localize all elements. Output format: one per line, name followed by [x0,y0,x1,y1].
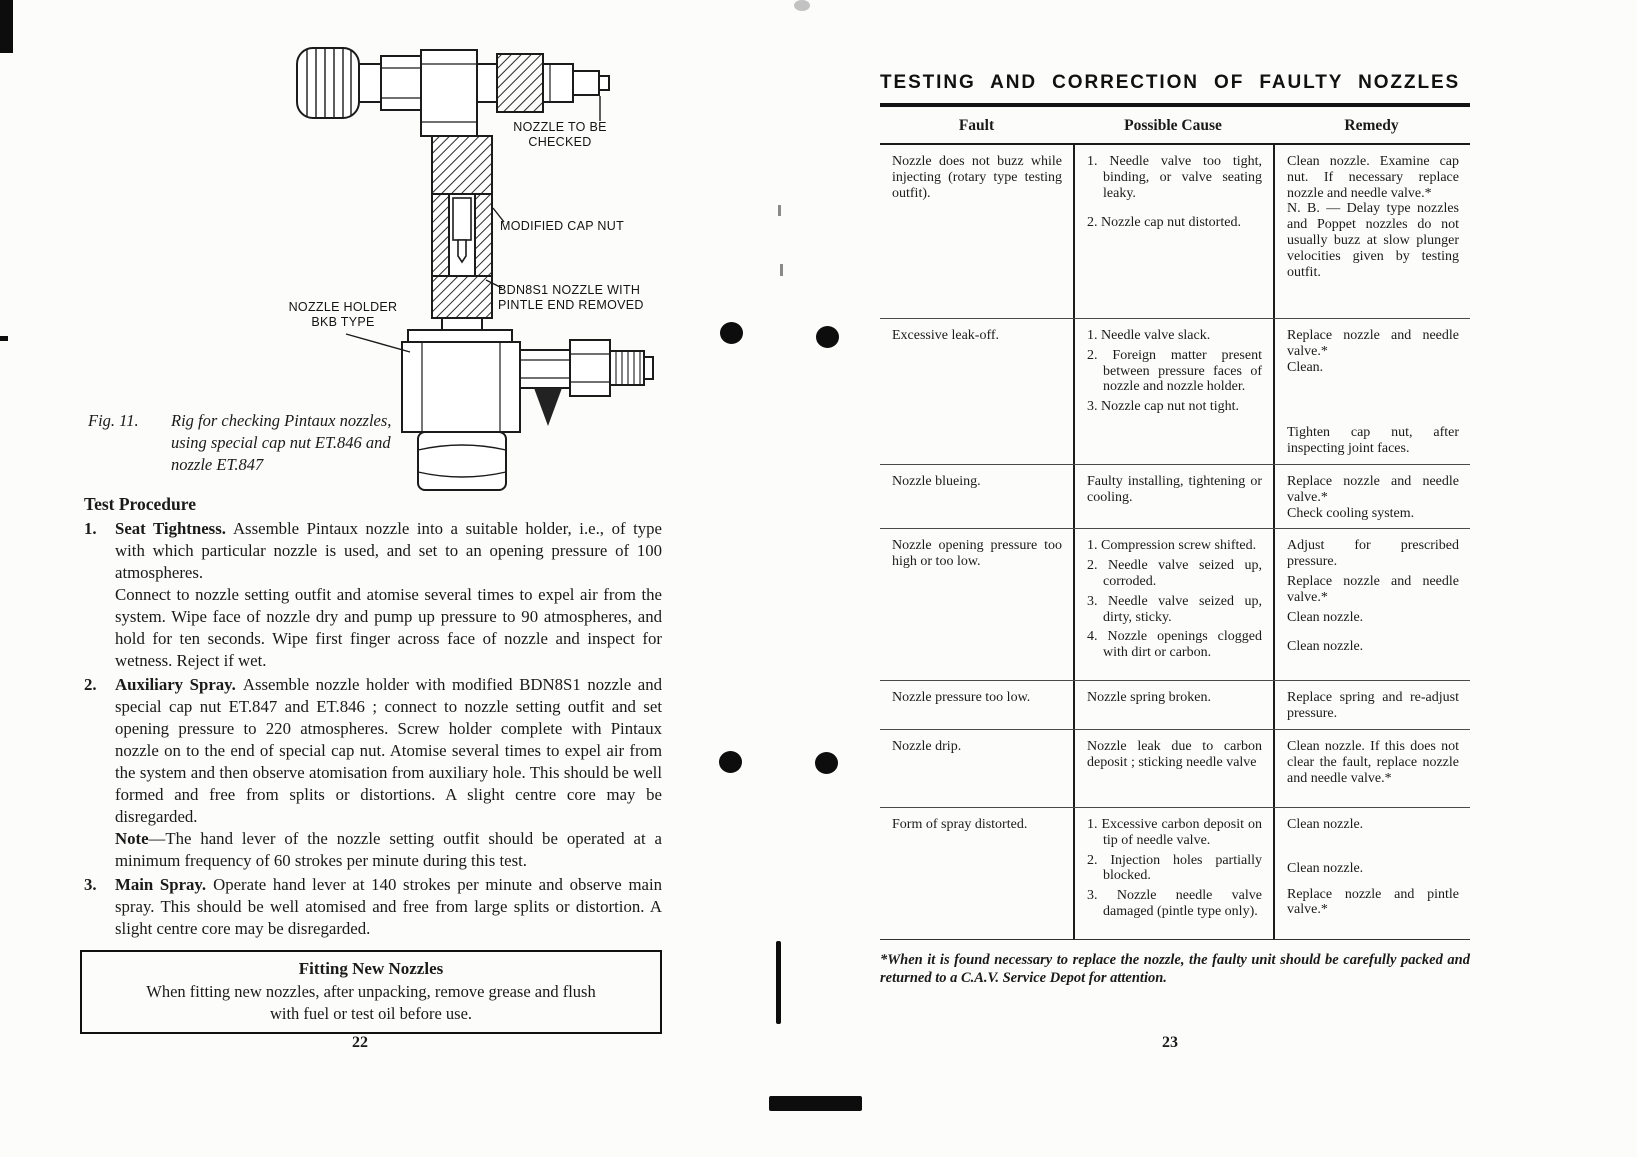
cell-paragraph: 2. Injection holes partially blocked. [1087,852,1262,884]
item-title: Main Spray. [115,875,207,894]
table-row [880,807,1470,939]
item-paragraph: Connect to nozzle setting outfit and atomise several times to expel air from the system. Wipe face of nozzle dry and pump up pressure to 90 atmospheres, and hold for ten seconds. Wipe first finger across face of nozzle and inspect for wetness. Reject if wet. [115,585,662,670]
cell-fault [880,319,1073,464]
cell-cause [1073,465,1273,528]
item-paragraph: Main Spray. Operate hand lever at 140 strokes per minute and observe main spray. This should be well atomised and free from large splits or distortion. A slight centre core may be disregarded. [115,875,662,938]
item-number: 1. [84,519,97,538]
note-paragraph: Note—The hand lever of the nozzle setting outfit should be operated at a minimum frequency of 60 strokes per minute during this test. [115,829,662,870]
cell-fault [880,145,1073,318]
cell-fault [880,465,1073,528]
punch-hole-dot [719,751,742,773]
cell-paragraph: Clean. [1287,359,1324,375]
item-paragraph: Auxiliary Spray. Assemble nozzle holder with modified BDN8S1 nozzle and special cap nut ET.847 and ET.846 ; connect to nozzle setting outfit and set opening pressure to 220 atmospheres. Screw holder complete with Pintaux nozzle on to the end of special cap nut. Atomise several times to expel air from the system and then observe atomisation from auxiliary hole. This should be well formed and free from splits or distortions. A slight centre core may be disregarded. [115,675,662,826]
page-title: TESTING AND CORRECTION OF FAULTY NOZZLES [880,72,1470,107]
cell-paragraph: Nozzle does not buzz while injecting (rotary type testing outfit). [892,154,1062,201]
table-row [880,729,1470,807]
cell-paragraph: 2. Nozzle cap nut distorted. [1087,215,1241,231]
right-page [880,72,1470,988]
cell-paragraph: 3. Needle valve seized up, dirty, sticky. [1087,593,1262,625]
cell-fault [880,808,1073,939]
cell-paragraph: Nozzle spring broken. [1087,690,1212,706]
cell-paragraph: N. B. — Delay type nozzles and Poppet nozzles do not usually buzz at slow plunger velocities given by testing outfit. [1287,201,1459,280]
cell-paragraph: Replace nozzle and pintle valve.* [1287,886,1459,918]
item-body [115,518,662,672]
cell-paragraph: Nozzle drip. [892,738,962,754]
cell-paragraph: Excessive leak-off. [892,328,1000,343]
procedure-item [84,674,662,872]
cell-remedy [1273,730,1470,807]
scan-blob-mark [769,1096,862,1111]
cell-paragraph: 3. Nozzle needle valve damaged (pintle type only). [1087,888,1262,919]
item-title: Seat Tightness. [115,519,226,538]
cell-cause [1073,319,1273,464]
cell-remedy [1273,808,1470,939]
cell-paragraph: Form of spray distorted. [892,816,1028,832]
column-header-remedy: Remedy [1344,117,1399,134]
section-heading: Test Procedure [84,494,196,514]
fitting-new-nozzles-box [80,950,662,1034]
fault-table-body [880,145,1470,940]
cell-paragraph: Nozzle blueing. [892,473,981,489]
cell-paragraph: Check cooling system. [1287,505,1415,521]
cell-paragraph: Replace nozzle and needle valve.* [1287,328,1459,359]
table-row [880,318,1470,464]
cell-paragraph: Nozzle opening pressure too high or too low. [892,538,1062,570]
punch-hole-dot [815,752,838,774]
footnote: *When it is found necessary to replace the nozzle, the faulty unit should be carefully packed and returned to a C.A.V. Service Depot for attention. [880,951,1470,987]
cell-fault [880,730,1073,807]
cell-paragraph: Clean nozzle. [1287,816,1364,832]
cell-remedy [1273,681,1470,729]
note-label: Note [115,829,149,848]
procedure-item [84,874,662,940]
scan-mark [778,205,781,216]
cell-cause [1073,808,1273,939]
cell-paragraph: 3. Nozzle cap nut not tight. [1087,399,1240,415]
cell-paragraph: Clean nozzle. [1287,639,1364,655]
cell-paragraph: Clean nozzle. Examine cap nut. If necessary replace nozzle and needle valve.* [1287,154,1459,201]
cell-paragraph: Faulty installing, tightening or cooling. [1087,473,1262,505]
table-row [880,680,1470,729]
scan-corner-mark [0,0,13,53]
cell-paragraph: Replace spring and re-adjust pressure. [1287,690,1459,722]
cell-paragraph: Clean nozzle. [1287,609,1364,625]
item-number: 2. [84,675,97,694]
cell-paragraph: 1. Needle valve too tight, binding, or valve seating leaky. [1087,154,1262,201]
cell-remedy [1273,145,1470,318]
cell-fault [880,681,1073,729]
cell-remedy [1273,319,1470,464]
diagram-label-bdn8s1-nozzle: BDN8S1 NOZZLE WITH PINTLE END REMOVED [498,283,644,312]
cell-paragraph: Nozzle pressure too low. [892,690,1031,706]
column-header-fault: Fault [958,117,995,134]
diagram-label-nozzle-to-be-checked: NOZZLE TO BE CHECKED [513,120,607,149]
test-procedure-section [84,493,662,942]
cell-cause [1073,145,1273,318]
cell-paragraph: Clean nozzle. If this does not clear the fault, replace nozzle and needle valve.* [1287,738,1459,786]
item-number: 3. [84,875,97,894]
scan-mark [780,264,783,276]
cell-remedy [1273,529,1470,680]
item-body [115,674,662,872]
cell-paragraph: Adjust for prescribed pressure. [1287,538,1459,570]
box-text: When fitting new nozzles, after unpacking, remove grease and flush with fuel or test oil before use. [146,982,596,1023]
procedure-item [84,518,662,672]
cell-paragraph: Nozzle leak due to carbon deposit ; sticking needle valve [1087,738,1262,770]
cell-paragraph: Tighten cap nut, after inspecting joint faces. [1287,425,1459,457]
page-number-left: 22 [352,1034,368,1051]
cell-cause [1073,681,1273,729]
cell-paragraph: Clean nozzle. [1287,860,1364,876]
table-row [880,145,1470,318]
cell-remedy [1273,465,1470,528]
cell-paragraph: 1. Excessive carbon deposit on tip of needle valve. [1087,816,1262,848]
item-paragraph: Seat Tightness. Assemble Pintaux nozzle into a suitable holder, i.e., of type with which particular nozzle is used, and set to an opening pressure of 100 atmospheres. [115,519,663,582]
cell-paragraph: 2. Needle valve seized up, corroded. [1087,558,1262,589]
box-title: Fitting New Nozzles [298,959,444,978]
cell-paragraph: 4. Nozzle openings clogged with dirt or carbon. [1087,629,1262,661]
cell-cause [1073,730,1273,807]
table-header-row [880,107,1470,145]
figure-caption [88,410,398,476]
page-number-right: 23 [1162,1034,1178,1051]
item-body [115,874,662,940]
punch-hole-dot [720,322,743,344]
figure-number: Fig. 11. [88,411,139,430]
cell-paragraph: Replace nozzle and needle valve.* [1287,573,1459,605]
punch-hole-dot [816,326,839,348]
item-title: Auxiliary Spray. [115,675,236,694]
cell-paragraph: 1. Compression screw shifted. [1087,538,1257,554]
cell-cause [1073,529,1273,680]
table-row [880,528,1470,680]
figure-caption-text: Rig for checking Pintaux nozzles, using special cap nut ET.846 and nozzle ET.847 [171,411,392,474]
cell-paragraph: 1. Needle valve slack. [1087,328,1211,343]
cell-paragraph: Replace nozzle and needle valve.* [1287,473,1459,505]
diagram-label-nozzle-holder: NOZZLE HOLDER BKB TYPE [288,300,398,329]
cell-paragraph: 2. Foreign matter present between pressure faces of nozzle and nozzle holder. [1087,347,1262,395]
column-header-possible-cause: Possible Cause [1124,117,1222,134]
diagram-label-modified-cap-nut: MODIFIED CAP NUT [500,219,625,233]
scan-line-mark [776,941,781,1024]
scan-edge-mark [0,336,8,341]
scan-speck [794,0,810,11]
cell-fault [880,529,1073,680]
table-row [880,464,1470,528]
